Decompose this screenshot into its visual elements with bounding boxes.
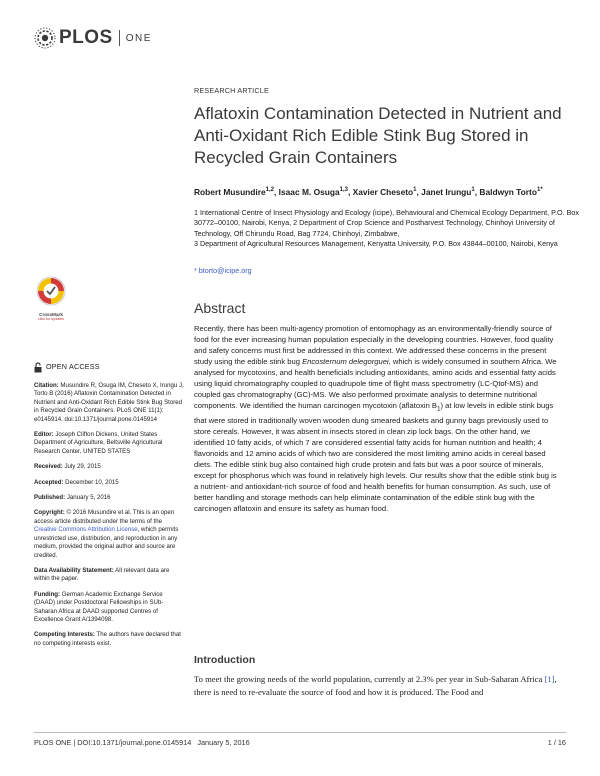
author-affiliation-mark: 1 (536, 187, 541, 194)
citation-label: Citation: (34, 382, 59, 389)
published-block (34, 494, 184, 502)
data-availability-text: All relevant data are within the paper. (34, 566, 170, 583)
author-name[interactable]: Baldwyn Torto (479, 187, 537, 197)
copyright-text: © 2016 Musundire et al. This is an open access article distributed under the terms of the (34, 509, 175, 525)
brand-name: PLOS (59, 27, 113, 48)
article-info-sidebar (34, 362, 184, 655)
competing-interests-label: Competing Interests: (34, 631, 95, 639)
received-label: Received: (34, 463, 63, 471)
corresponding-author-mark: * (540, 187, 543, 194)
funding-text: German Academic Exchange Service (DAAD) under Postdoctoral Fellowships in SUb-Saharan Africa at DAAD supported Centres of Excellence Grant A/1394098. (34, 590, 164, 623)
subscript: 1 (437, 405, 441, 413)
introduction-text: , there is need to re-evaluate the source of food and how it is produced. The Food and (194, 674, 557, 698)
editor-label: Editor: (34, 431, 54, 439)
published-date: January 5, 2016 (66, 494, 111, 502)
accepted-block (34, 479, 184, 487)
copyright-block (34, 509, 184, 559)
crossmark-icon (36, 276, 66, 306)
reference-link[interactable]: [1] (544, 674, 555, 684)
abstract-body (194, 323, 562, 514)
article-type: RESEARCH ARTICLE (194, 86, 269, 95)
funding-block (34, 591, 184, 625)
corresponding-email-link[interactable]: * btorto@icipe.org (194, 266, 252, 275)
journal-logo[interactable] (34, 26, 152, 50)
crossmark-sublabel: click for updates (38, 317, 64, 321)
open-access-badge (34, 362, 184, 373)
author-affiliation-mark: 1 (413, 187, 417, 194)
author-affiliation-mark: 1,3 (339, 187, 348, 194)
plos-logo-icon (34, 27, 56, 49)
footer-divider (34, 732, 566, 733)
data-availability-block (34, 567, 184, 584)
editor-text: Joseph Clifton Dickens, United States Department of Agriculture, Beltsville Agricultural Research Center, UNITED STATES (34, 431, 163, 455)
abstract-text: Recently, there has been multi-agency promotion of entomophagy as an environmentally-friendly source of food for the ever increasing human population especially in the developing countries. However, food quality and safety concerns must first be addressed in this context. We addressed these concerns in the present study using the edible stink bug (194, 324, 554, 367)
species-name: Encosternum delegorguei (302, 357, 389, 367)
competing-interests-block (34, 631, 184, 648)
author-affiliation-mark: 1 (471, 187, 475, 194)
accepted-date: December 10, 2015 (65, 478, 119, 486)
abstract-text: ) at low levels in edible stink bugs that were stored in traditionally woven wooden dung smeared baskets and gunny bags previously used to store cereals. However, it was absent in insects stored in clean zip lock bags. On the other hand, we identified 10 fatty acids, of which 7 are considered essential fatty acids for human nutrition and health; 4 flavonoids and 12 amino acids of which two are considered the most limiting amino acids in cereal based diets. The edible stink bug also contained high crude protein and fats but was a poor source of minerals, except for phosphorus which was found in relatively high levels. Our results show that the edible stink bug is a nutrient- and antioxidant-rich source of food and health benefits for human consumption. As such, use of better handling and storage methods can help eliminate contamination of the edible stink bug with the carcinogen aflatoxin and ensure its safety as human food. (194, 401, 557, 514)
copyright-label: Copyright: (34, 509, 65, 517)
editor-block (34, 431, 184, 456)
license-link[interactable]: Creative Commons Attribution License (34, 526, 138, 534)
author-separator: , (474, 187, 480, 197)
competing-interests-text: The authors have declared that no competing interests exist. (34, 631, 181, 647)
author-separator: , (416, 187, 422, 197)
received-date: July 29, 2015 (64, 463, 101, 471)
citation-block (34, 382, 184, 424)
affiliation-text: 1 International Centre of Insect Physiology and Ecology (icipe), Behavioural and Chemical Ecology Department, P.O. Box 30772–00100, Nairobi, Kenya, 2 Department of Crop Science and Postharvest Technology, Chinhoyi University of Technology, Off Chirundu Road, Bag 7724, Chinhoyi, Zimbabwe, (194, 208, 580, 238)
crossmark-label: CrossMark (39, 312, 63, 317)
abstract-text: , which is widely consumed in southern Africa. We analysed for mycotoxins, and health beneficials including antioxidants, amino acids and essential fatty acids using liquid chromatography coupled to quadrupole time of flight mass spectrometry (LC-Qtof-MS) and coupled gas chromatography (GC)-MS. We also performed proximate analysis to determine nutritional components. We identified the human carcinogen mycotoxin (aflatoxin B (194, 357, 557, 411)
introduction-text: To meet the growing needs of the world population, currently at 2.3% per year in Sub-Saharan Africa (194, 674, 545, 684)
journal-name: ONE (125, 32, 152, 44)
funding-label: Funding: (34, 590, 61, 598)
accepted-label: Accepted: (34, 478, 64, 486)
page-number: 1 / 16 (547, 738, 566, 747)
introduction-heading: Introduction (194, 654, 256, 666)
affiliations (194, 208, 584, 249)
author-name[interactable]: Isaac M. Osuga (278, 187, 340, 197)
author-separator: , (347, 187, 353, 197)
received-block (34, 463, 184, 471)
published-label: Published: (34, 494, 66, 502)
author-name[interactable]: Janet Irungu (421, 187, 472, 197)
author-name[interactable]: Robert Musundire (194, 187, 266, 197)
crossmark-badge[interactable] (33, 276, 69, 321)
citation-text: Musundire R, Osuga IM, Cheseto X, Irungu J, Torto B (2016) Aflatoxin Contamination Detected in Nutrient and Anti-Oxidant Rich Edible Stink Bug Stored in Recycled Grain Containers. PLoS ONE 11(1): e0145914. doi:10.1371/journal.pone.0145914 (34, 382, 184, 423)
open-lock-icon (34, 362, 42, 373)
open-access-label: OPEN ACCESS (46, 362, 100, 372)
article-title: Aflatoxin Contamination Detected in Nutrient and Anti-Oxidant Rich Edible Stink Bug Stored in Recycled Grain Containers (194, 104, 562, 167)
introduction-body (194, 673, 566, 700)
copyright-text-end: , which permits unrestricted use, distribution, and reproduction in any medium, provided the original author and source are credited. (34, 526, 179, 559)
abstract-heading: Abstract (194, 300, 246, 316)
author-list (194, 187, 584, 197)
author-affiliation-mark: 1,2 (265, 187, 274, 194)
footer-citation: PLOS ONE | DOI:10.1371/journal.pone.0145914 January 5, 2016 (34, 738, 250, 747)
author-name[interactable]: Xavier Cheseto (352, 187, 414, 197)
data-availability-label: Data Availability Statement: (34, 566, 114, 574)
author-separator: , (274, 187, 279, 197)
affiliation-text: 3 Department of Agricultural Resources Management, Kenyatta University, P.O. Box 43844–00100, Nairobi, Kenya (194, 238, 558, 248)
logo-divider (119, 30, 120, 46)
